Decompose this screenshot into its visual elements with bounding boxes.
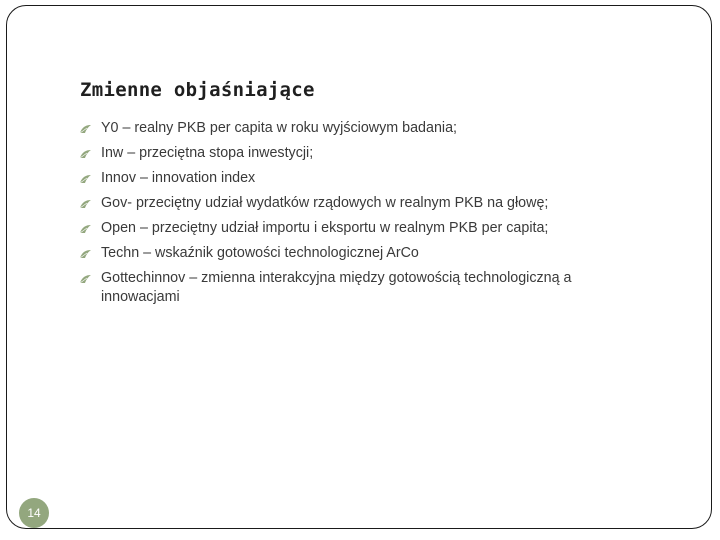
- bullet-item: [79, 244, 639, 263]
- bullet-item: [79, 269, 639, 307]
- bullet-list: [79, 119, 639, 313]
- wing-bullet-icon: [79, 249, 92, 259]
- slide-title: Zmienne objaśniające: [80, 79, 315, 101]
- bullet-text: Innov – innovation index: [101, 170, 256, 186]
- bullet-text: Techn – wskaźnik gotowości technologicznej ArCo: [101, 245, 419, 261]
- bullet-text: Y0 – realny PKB per capita w roku wyjściowym badania;: [101, 120, 457, 136]
- bullet-text: Gottechinnov – zmienna interakcyjna między gotowością technologiczną a innowacjami: [101, 270, 572, 305]
- wing-bullet-icon: [79, 224, 92, 234]
- wing-bullet-icon: [79, 149, 92, 159]
- wing-bullet-icon: [79, 199, 92, 209]
- bullet-item: [79, 144, 639, 163]
- bullet-text: Open – przeciętny udział importu i eksportu w realnym PKB per capita;: [101, 220, 549, 236]
- wing-bullet-icon: [79, 174, 92, 184]
- page-number: 14: [27, 506, 41, 520]
- bullet-text: Inw – przeciętna stopa inwestycji;: [101, 145, 314, 161]
- page-number-badge: [19, 498, 49, 528]
- bullet-item: [79, 119, 639, 138]
- bullet-item: [79, 194, 639, 213]
- slide: [6, 5, 712, 529]
- bullet-text: Gov- przeciętny udział wydatków rządowych w realnym PKB na głowę;: [101, 195, 549, 211]
- bullet-item: [79, 219, 639, 238]
- wing-bullet-icon: [79, 274, 92, 284]
- wing-bullet-icon: [79, 124, 92, 134]
- bullet-item: [79, 169, 639, 188]
